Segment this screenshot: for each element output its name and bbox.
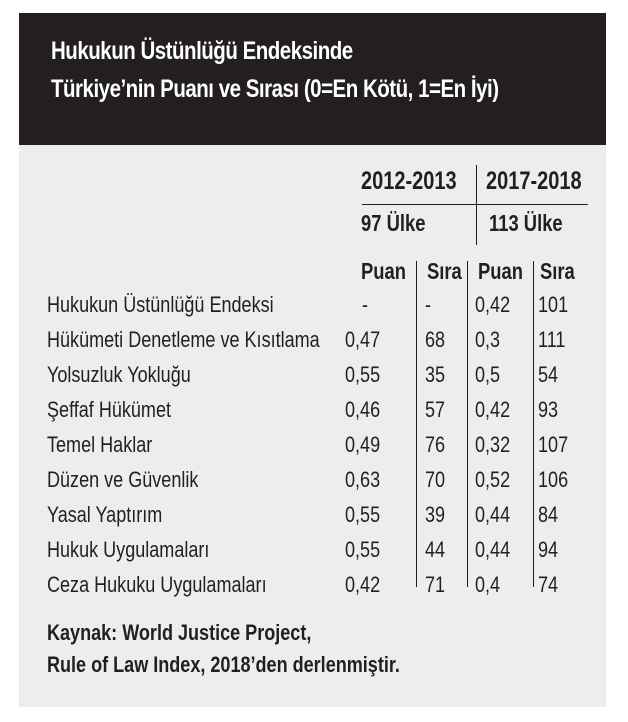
source-line-2: Rule of Law Index, 2018’den derlenmiştir. — [47, 652, 400, 677]
cell-puan-2012: 0,42 — [345, 572, 381, 597]
row-label: Temel Haklar — [47, 432, 153, 457]
title-line-1: Hukukun Üstünlüğü Endeksinde — [51, 37, 353, 65]
cell-sira-2017: 74 — [538, 572, 559, 597]
cell-puan-2012: 0,46 — [345, 397, 381, 422]
cell-puan-2017: 0,4 — [475, 572, 501, 597]
cell-sira-2012: 39 — [425, 502, 446, 527]
cell-puan-2012: 0,63 — [345, 467, 381, 492]
cell-sira-2017: 107 — [538, 432, 569, 457]
source-line-1: Kaynak: World Justice Project, — [47, 620, 312, 645]
period-header-rule — [362, 204, 588, 205]
column-divider-2 — [467, 261, 468, 587]
cell-puan-2017: 0,32 — [475, 432, 511, 457]
cell-puan-2012: 0,49 — [345, 432, 381, 457]
cell-puan-2017: 0,42 — [475, 292, 511, 317]
cell-sira-2017: 101 — [538, 292, 569, 317]
cell-sira-2017: 94 — [538, 537, 559, 562]
cell-sira-2012: 35 — [425, 362, 446, 387]
cell-puan-2012: 0,47 — [345, 327, 381, 352]
cell-puan-2017: 0,42 — [475, 397, 511, 422]
row-label: Şeffaf Hükümet — [47, 397, 172, 422]
period-header-2012-2013: 2012-2013 — [361, 167, 457, 195]
cell-puan-2012: 0,55 — [345, 537, 381, 562]
title-box — [19, 13, 606, 145]
country-count-2017-2018: 113 Ülke — [489, 210, 563, 236]
column-divider-3 — [533, 261, 534, 587]
row-label: Hukuk Uygulamaları — [47, 537, 210, 562]
infobox-panel — [19, 13, 606, 707]
title-line-2: Türkiye’nin Puanı ve Sırası (0=En Kötü, 1=En İyi) — [51, 75, 499, 103]
period-divider — [476, 165, 477, 245]
row-label: Düzen ve Güvenlik — [47, 467, 199, 492]
cell-puan-2017: 0,44 — [475, 502, 511, 527]
cell-puan-2017: 0,5 — [475, 362, 501, 387]
cell-puan-2017: 0,52 — [475, 467, 511, 492]
cell-sira-2012: 68 — [425, 327, 446, 352]
country-count-2012-2013: 97 Ülke — [361, 210, 426, 236]
column-header-puan-2012: Puan — [361, 258, 406, 284]
cell-sira-2017: 93 — [538, 397, 559, 422]
cell-sira-2017: 54 — [538, 362, 559, 387]
cell-sira-2017: 84 — [538, 502, 559, 527]
cell-puan-2017: 0,3 — [475, 327, 501, 352]
column-header-sira-2017: Sıra — [540, 258, 575, 284]
column-header-puan-2017: Puan — [478, 258, 523, 284]
row-label: Yolsuzluk Yokluğu — [47, 362, 191, 387]
cell-sira-2012: 44 — [425, 537, 446, 562]
cell-puan-2012: - — [362, 292, 369, 317]
row-label: Ceza Hukuku Uygulamaları — [47, 572, 267, 597]
cell-puan-2012: 0,55 — [345, 362, 381, 387]
row-label: Yasal Yaptırım — [47, 502, 163, 527]
cell-sira-2012: 71 — [425, 572, 446, 597]
cell-sira-2012: 57 — [425, 397, 446, 422]
row-label: Hukukun Üstünlüğü Endeksi — [47, 292, 274, 317]
cell-sira-2012: - — [425, 292, 432, 317]
cell-sira-2012: 70 — [425, 467, 446, 492]
cell-sira-2012: 76 — [425, 432, 446, 457]
row-label: Hükümeti Denetleme ve Kısıtlama — [47, 327, 320, 352]
period-header-2017-2018: 2017-2018 — [486, 167, 582, 195]
cell-sira-2017: 111 — [538, 327, 566, 352]
cell-puan-2017: 0,44 — [475, 537, 511, 562]
cell-sira-2017: 106 — [538, 467, 569, 492]
cell-puan-2012: 0,55 — [345, 502, 381, 527]
column-header-sira-2012: Sıra — [427, 258, 462, 284]
column-divider-1 — [416, 261, 417, 587]
